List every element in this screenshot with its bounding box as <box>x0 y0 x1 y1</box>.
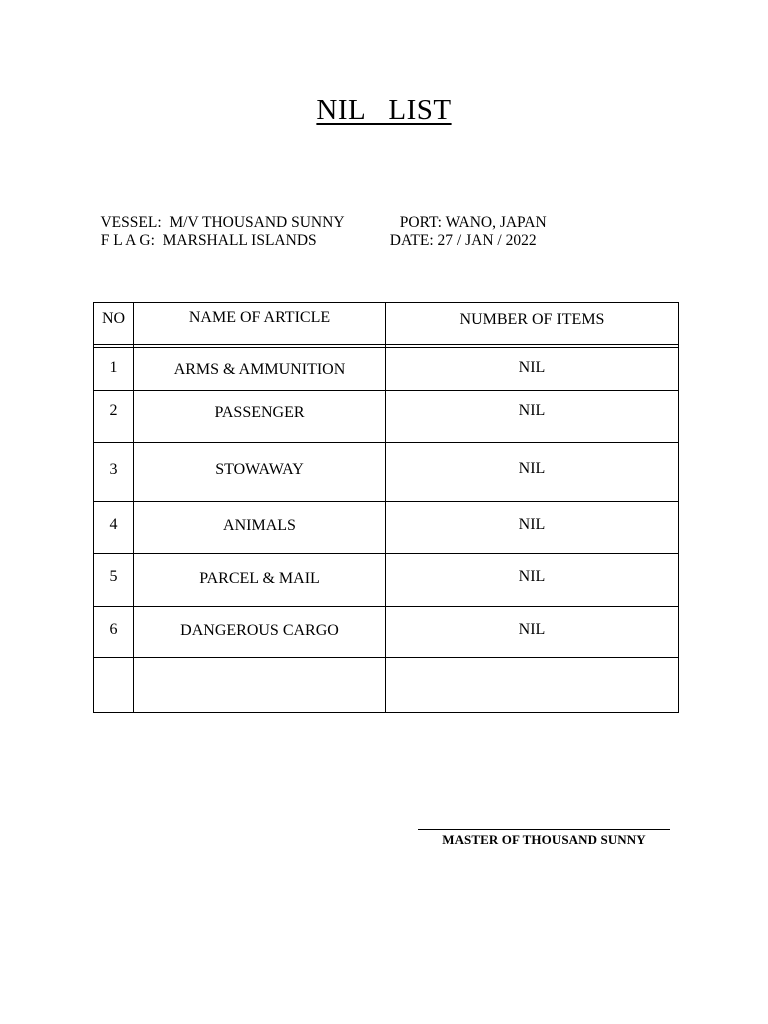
date-label: DATE: <box>389 232 434 249</box>
table-row <box>94 443 679 502</box>
row-no-empty <box>94 658 134 713</box>
row-count: NIL <box>386 502 679 554</box>
row-count: NIL <box>386 443 679 502</box>
vessel-value: M/V THOUSAND SUNNY <box>169 214 345 231</box>
row-no: 1 <box>94 348 134 391</box>
row-no: 3 <box>94 443 134 502</box>
row-no: 4 <box>94 502 134 554</box>
port-label: PORT: <box>399 214 442 231</box>
table-row <box>94 554 679 607</box>
row-no: 6 <box>94 607 134 658</box>
vessel-label: VESSEL: <box>100 214 162 231</box>
header-number-of-items: NUMBER OF ITEMS <box>386 303 679 345</box>
table-header-row <box>94 303 679 345</box>
row-count: NIL <box>386 391 679 443</box>
document-title: NIL LIST <box>316 94 452 126</box>
row-article: PARCEL & MAIL <box>134 554 386 607</box>
signature-line <box>418 829 670 830</box>
row-article: DANGEROUS CARGO <box>134 607 386 658</box>
flag-info <box>93 214 317 250</box>
row-count-empty <box>386 658 679 713</box>
date-value: 27 / JAN / 2022 <box>437 232 537 249</box>
row-article: STOWAWAY <box>134 443 386 502</box>
flag-value: MARSHALL ISLANDS <box>162 232 317 249</box>
table-row <box>94 607 679 658</box>
nil-list-table <box>93 302 679 713</box>
port-value: WANO, JAPAN <box>445 214 547 231</box>
flag-label: F L A G: <box>100 232 155 249</box>
table-row <box>94 391 679 443</box>
table-row-empty <box>94 658 679 713</box>
row-count: NIL <box>386 607 679 658</box>
row-count: NIL <box>386 554 679 607</box>
row-count: NIL <box>386 348 679 391</box>
header-name-of-article: NAME OF ARTICLE <box>134 303 386 345</box>
row-no: 5 <box>94 554 134 607</box>
row-article-empty <box>134 658 386 713</box>
table-row <box>94 502 679 554</box>
signature-label: MASTER OF THOUSAND SUNNY <box>442 832 646 847</box>
row-article: ANIMALS <box>134 502 386 554</box>
table-row <box>94 348 679 391</box>
row-no: 2 <box>94 391 134 443</box>
row-article: PASSENGER <box>134 391 386 443</box>
date-info <box>382 214 537 250</box>
header-no: NO <box>94 303 134 345</box>
row-article: ARMS & AMMUNITION <box>134 348 386 391</box>
